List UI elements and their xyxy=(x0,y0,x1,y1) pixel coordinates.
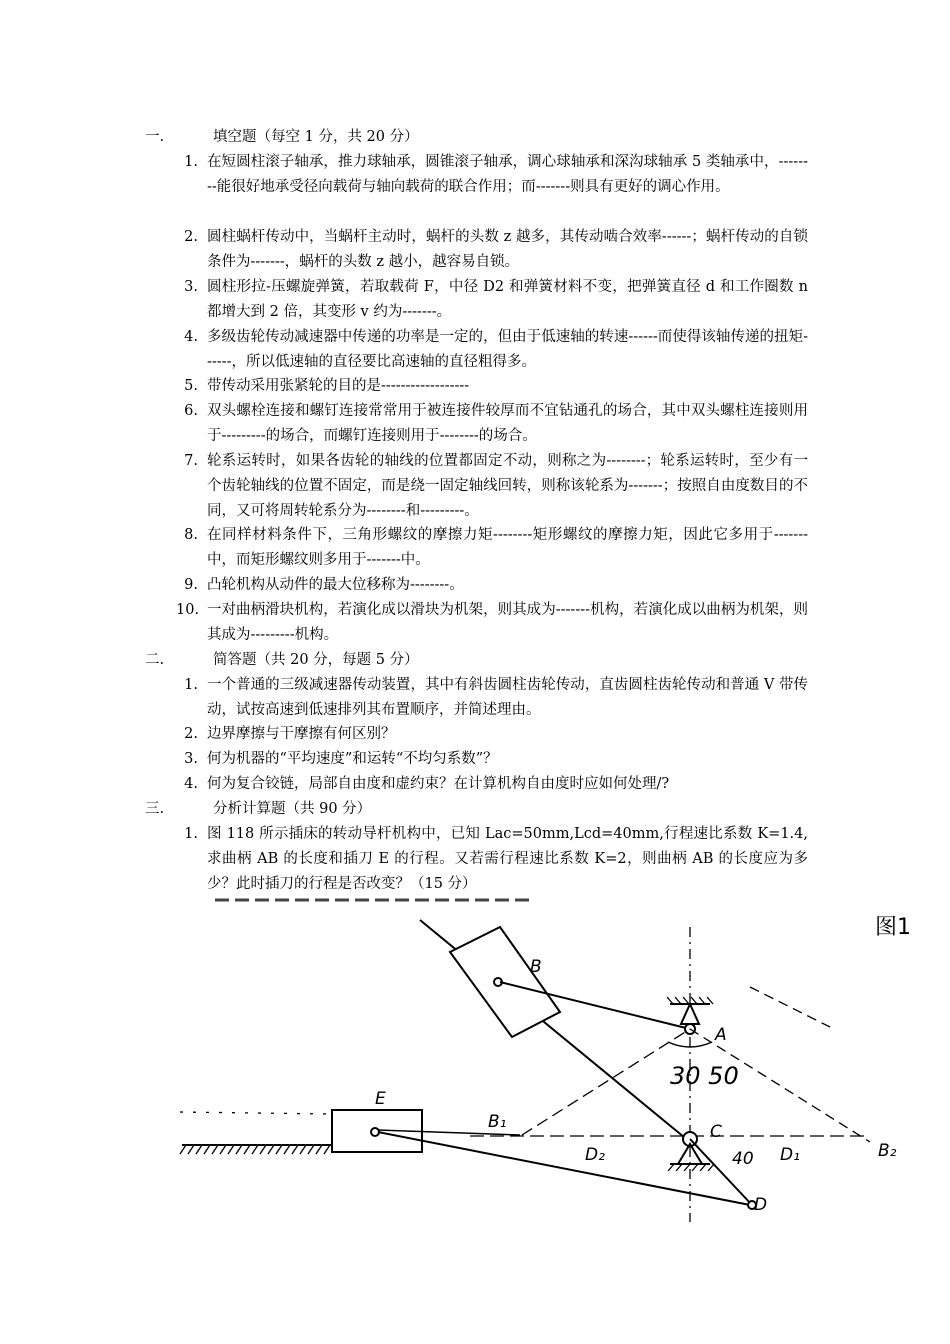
question-number: 1. xyxy=(184,826,198,842)
question-number: 10. xyxy=(176,602,200,618)
question-number: 4. xyxy=(184,329,198,345)
question-text: 在同样材料条件下，三角形螺纹的摩擦力矩--------矩形螺纹的摩擦力矩，因此它多用于-------中，而矩形螺纹则多用于-------中。 xyxy=(207,527,808,568)
question-text: 何为机器的“平均速度”和运转“不均匀系数”？ xyxy=(207,751,498,767)
question-number: 4. xyxy=(184,776,198,792)
question-item xyxy=(176,275,808,325)
question-text: 边界摩擦与干摩擦有何区别？ xyxy=(207,726,396,742)
question-text: 双头螺栓连接和螺钉连接常常用于被连接件较厚而不宜钻通孔的场合，其中双头螺柱连接则用于---------的场合，而螺钉连接则用于--------的场合。 xyxy=(207,403,808,444)
question-item xyxy=(176,822,808,896)
question-item xyxy=(176,449,808,523)
slide-path xyxy=(180,1112,330,1114)
question-number: 7. xyxy=(184,453,198,469)
question-text: 多级齿轮传动减速器中传递的功率是一定的，但由于低速轴的转速------而使得该轴传递的扭矩------，所以低速轴的直径要比高速轴的直径粗得多。 xyxy=(207,329,808,370)
question-text: 带传动采用张紧轮的目的是------------------ xyxy=(207,378,470,394)
dimension-ac: 30 50 xyxy=(670,1062,739,1090)
slide-ground-hatch xyxy=(180,1145,330,1154)
figure-caption: 图1 xyxy=(875,915,911,940)
question-number: 2. xyxy=(184,726,198,742)
question-number: 8. xyxy=(184,527,198,543)
question-text: 轮系运转时，如果各齿轮的轴线的位置都固定不动，则称之为--------；轮系运转时，至少有一个齿轮轴线的位置不固定，而是绕一固定轴线回转，则称该轮系为-------；按照自由度数目的不同，又可将周转轮系分为--------和---------。 xyxy=(207,453,808,519)
section-title: 分析计算题（共 90 分） xyxy=(213,801,372,817)
section-3-heading xyxy=(145,797,371,821)
question-item xyxy=(176,573,808,598)
question-number: 1. xyxy=(184,154,198,170)
question-text: 一对曲柄滑块机构，若演化成以滑块为机架，则其成为-------机构，若演化成以曲柄为机架，则其成为---------机构。 xyxy=(207,602,808,643)
question-text: 图 118 所示插床的转动导杆机构中，已知 Lac=50mm,Lcd=40mm,行程速比系数 K=1.4,求曲柄 AB 的长度和插刀 E 的行程。又若需行程速比系数 K=2，则曲柄 AB 的长度应为多少？此时插刀的行程是否改变？（15 分） xyxy=(207,826,808,892)
label-d2: D₂ xyxy=(585,1145,605,1165)
section-number: 三. xyxy=(145,801,165,817)
question-item xyxy=(176,772,808,797)
question-item xyxy=(176,225,808,275)
question-number: 3. xyxy=(184,279,198,295)
construction-line-b2 xyxy=(750,987,830,1027)
section-title: 填空题（每空 1 分，共 20 分） xyxy=(213,129,419,145)
question-item xyxy=(176,747,808,772)
pivot-a-support xyxy=(681,1004,699,1024)
question-text: 圆柱形拉-压螺旋弹簧，若取载荷 F，中径 D2 和弹簧材料不变，把弹簧直径 d 和工作圈数 n 都增大到 2 倍，其变形 v 约为-------。 xyxy=(207,279,808,320)
question-item xyxy=(176,325,808,375)
label-a: A xyxy=(715,1025,727,1045)
dimension-cd: 40 xyxy=(732,1149,754,1169)
label-e: E xyxy=(375,1089,386,1109)
question-item xyxy=(176,399,808,449)
question-item xyxy=(176,150,808,200)
pin-e xyxy=(371,1128,379,1136)
question-item xyxy=(176,598,808,648)
question-number: 5. xyxy=(184,378,198,394)
question-item xyxy=(176,722,808,747)
question-number: 3. xyxy=(184,751,198,767)
question-text: 凸轮机构从动件的最大位移称为--------。 xyxy=(207,577,464,593)
question-text: 圆柱蜗杆传动中，当蜗杆主动时，蜗杆的头数 z 越多，其传动啮合效率------；蜗杆传动的自锁条件为-------，蜗杆的头数 z 越小，越容易自锁。 xyxy=(207,229,808,270)
question-text: 一个普通的三级减速器传动装置，其中有斜齿圆柱齿轮传动，直齿圆柱齿轮传动和普通 V 带传动，试按高速到低速排列其布置顺序，并简述理由。 xyxy=(207,677,808,718)
label-b: B xyxy=(530,957,542,977)
section-title: 简答题（共 20 分，每题 5 分） xyxy=(213,652,419,668)
mechanism-diagram xyxy=(170,892,915,1222)
section-number: 二. xyxy=(145,652,165,668)
mechanism-figure xyxy=(170,892,915,1222)
question-text: 何为复合铰链，局部自由度和虚约束？在计算机构自由度时应如何处理/? xyxy=(207,776,670,792)
label-b1: B₁ xyxy=(488,1112,507,1132)
question-number: 2. xyxy=(184,229,198,245)
question-number: 1. xyxy=(184,677,198,693)
question-item xyxy=(176,374,808,399)
slider-block-b xyxy=(450,927,560,1037)
label-c: C xyxy=(710,1122,722,1142)
label-b2: B₂ xyxy=(878,1141,897,1161)
question-item xyxy=(176,673,808,723)
question-number: 9. xyxy=(184,577,198,593)
section-number: 一. xyxy=(145,129,165,145)
question-number: 6. xyxy=(184,403,198,419)
construction-line-b1 xyxy=(522,1029,690,1135)
label-d: D xyxy=(754,1195,768,1215)
label-d1: D₁ xyxy=(780,1145,800,1165)
section-1-heading xyxy=(145,125,419,149)
section-2-heading xyxy=(145,648,419,672)
ground-hatch-c xyxy=(668,1164,714,1171)
question-item xyxy=(176,523,808,573)
question-text: 在短圆柱滚子轴承，推力球轴承，圆锥滚子轴承，调心球轴承和深沟球轴承 5 类轴承中，--------能很好地承受径向载荷与轴向载荷的联合作用；而-------则具有更好的调心作用。 xyxy=(207,154,808,195)
